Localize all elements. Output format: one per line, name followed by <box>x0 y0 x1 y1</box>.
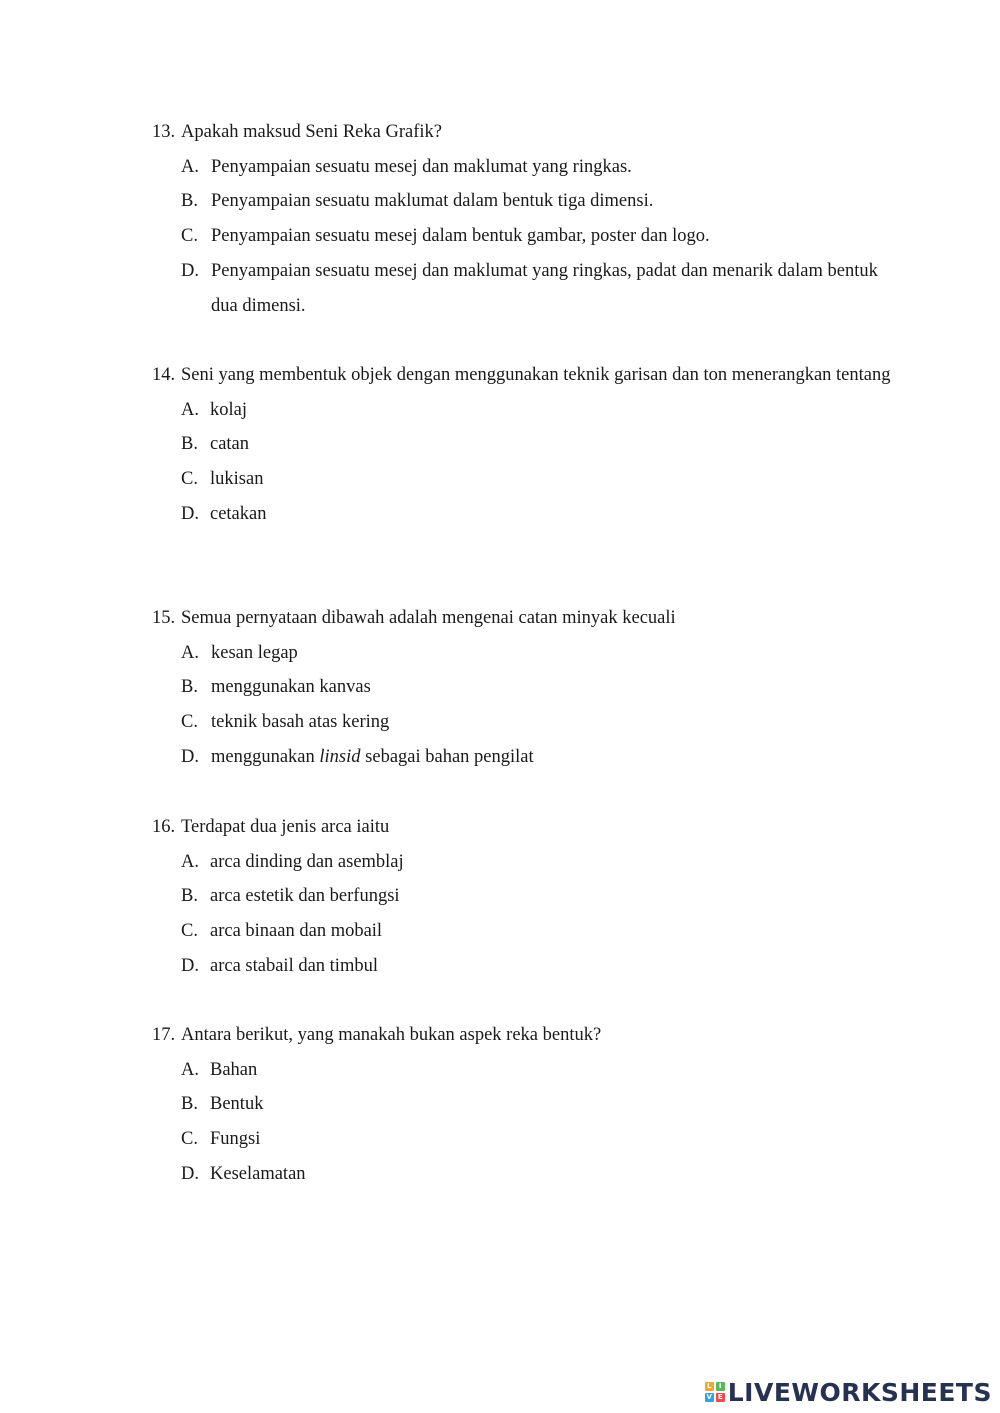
option-letter: B. <box>181 434 198 455</box>
option-text: menggunakan kanvas <box>211 677 371 698</box>
option-letter: C. <box>181 469 198 490</box>
option-letter: B. <box>181 677 198 698</box>
option-letter: B. <box>181 191 198 212</box>
option-text: arca estetik dan berfungsi <box>210 886 400 907</box>
option-text: catan <box>210 434 250 455</box>
option-letter: A. <box>181 399 199 420</box>
question-17 <box>152 1018 892 1192</box>
option-d[interactable] <box>152 949 892 984</box>
option-text: kesan legap <box>211 642 298 663</box>
option-text: Penyampaian sesuatu mesej dan maklumat yang ringkas, padat dan menarik dalam bentuk dua dimensi. <box>211 260 878 316</box>
option-b[interactable] <box>152 1087 892 1122</box>
liveworksheets-mark-icon <box>705 1382 725 1402</box>
option-text-after: sebagai bahan pengilat <box>360 746 534 767</box>
option-a[interactable] <box>152 1053 892 1088</box>
option-b[interactable] <box>152 670 892 705</box>
option-letter: A. <box>181 1059 199 1080</box>
question-stem <box>152 601 892 636</box>
option-text: Keselamatan <box>210 1163 306 1184</box>
option-letter: C. <box>181 1129 198 1150</box>
option-letter: B. <box>181 1094 198 1115</box>
question-stem <box>152 358 892 393</box>
question-text: Apakah maksud Seni Reka Grafik? <box>181 122 442 142</box>
option-c[interactable] <box>152 462 892 497</box>
option-text-italic: linsid <box>319 746 361 767</box>
option-text: arca stabail dan timbul <box>210 955 378 976</box>
question-text: Terdapat dua jenis arca iaitu <box>181 817 390 837</box>
question-number: 13. <box>152 122 176 142</box>
question-15 <box>152 601 892 775</box>
question-text: Semua pernyataan dibawah adalah mengenai catan minyak kecuali <box>181 608 676 628</box>
option-a[interactable] <box>152 150 892 185</box>
option-letter: C. <box>181 921 198 942</box>
option-text: Bahan <box>210 1059 258 1080</box>
question-13 <box>152 115 892 323</box>
question-number: 17. <box>152 1025 176 1045</box>
option-letter: D. <box>181 955 199 976</box>
option-c[interactable] <box>152 219 892 254</box>
logo-mark-e: E <box>716 1393 725 1402</box>
option-c[interactable] <box>152 914 892 949</box>
option-text: teknik basah atas kering <box>211 712 390 733</box>
option-text: cetakan <box>210 503 267 524</box>
option-d[interactable] <box>152 1157 892 1192</box>
option-c[interactable] <box>152 1122 892 1157</box>
option-c[interactable] <box>152 705 892 740</box>
option-a[interactable] <box>152 845 892 880</box>
option-d[interactable] <box>152 497 892 532</box>
option-letter: C. <box>181 712 198 733</box>
question-stem <box>152 115 892 150</box>
option-b[interactable] <box>152 184 892 219</box>
option-letter: C. <box>181 226 198 247</box>
logo-mark-i: I <box>716 1382 725 1391</box>
option-letter: B. <box>181 886 198 907</box>
question-text: Seni yang membentuk objek dengan menggunakan teknik garisan dan ton menerangkan tentang <box>181 365 891 385</box>
question-14 <box>152 358 892 532</box>
option-b[interactable] <box>152 879 892 914</box>
option-text-before: menggunakan <box>211 746 320 767</box>
option-letter: D. <box>181 746 199 767</box>
option-letter: D. <box>181 503 199 524</box>
question-16 <box>152 810 892 984</box>
option-b[interactable] <box>152 427 892 462</box>
option-letter: A. <box>181 851 199 872</box>
option-d[interactable] <box>152 740 892 775</box>
option-d[interactable] <box>152 254 892 323</box>
logo-mark-v: V <box>706 1393 712 1401</box>
option-text: Penyampaian sesuatu mesej dalam bentuk gambar, poster dan logo. <box>211 226 710 247</box>
question-stem <box>152 810 892 845</box>
option-letter: D. <box>181 1163 199 1184</box>
option-text: Penyampaian sesuatu maklumat dalam bentuk tiga dimensi. <box>211 191 654 212</box>
option-text: Penyampaian sesuatu mesej dan maklumat yang ringkas. <box>211 156 632 177</box>
option-letter: A. <box>181 156 199 177</box>
option-letter: D. <box>181 260 199 281</box>
question-text: Antara berikut, yang manakah bukan aspek reka bentuk? <box>181 1025 602 1045</box>
question-stem <box>152 1018 892 1053</box>
option-text: kolaj <box>210 399 247 420</box>
option-a[interactable] <box>152 636 892 671</box>
option-text: lukisan <box>210 469 264 490</box>
option-a[interactable] <box>152 393 892 428</box>
question-number: 15. <box>152 608 176 628</box>
question-number: 14. <box>152 365 176 385</box>
option-text: arca dinding dan asemblaj <box>210 851 404 872</box>
question-number: 16. <box>152 817 176 837</box>
option-text: Fungsi <box>210 1129 261 1150</box>
logo-mark-l: L <box>705 1382 714 1391</box>
option-text: Bentuk <box>210 1094 264 1115</box>
logo-text: LIVEWORKSHEETS <box>727 1377 992 1407</box>
option-text: arca binaan dan mobail <box>210 921 383 942</box>
option-letter: A. <box>181 642 199 663</box>
liveworksheets-logo <box>705 1377 992 1407</box>
